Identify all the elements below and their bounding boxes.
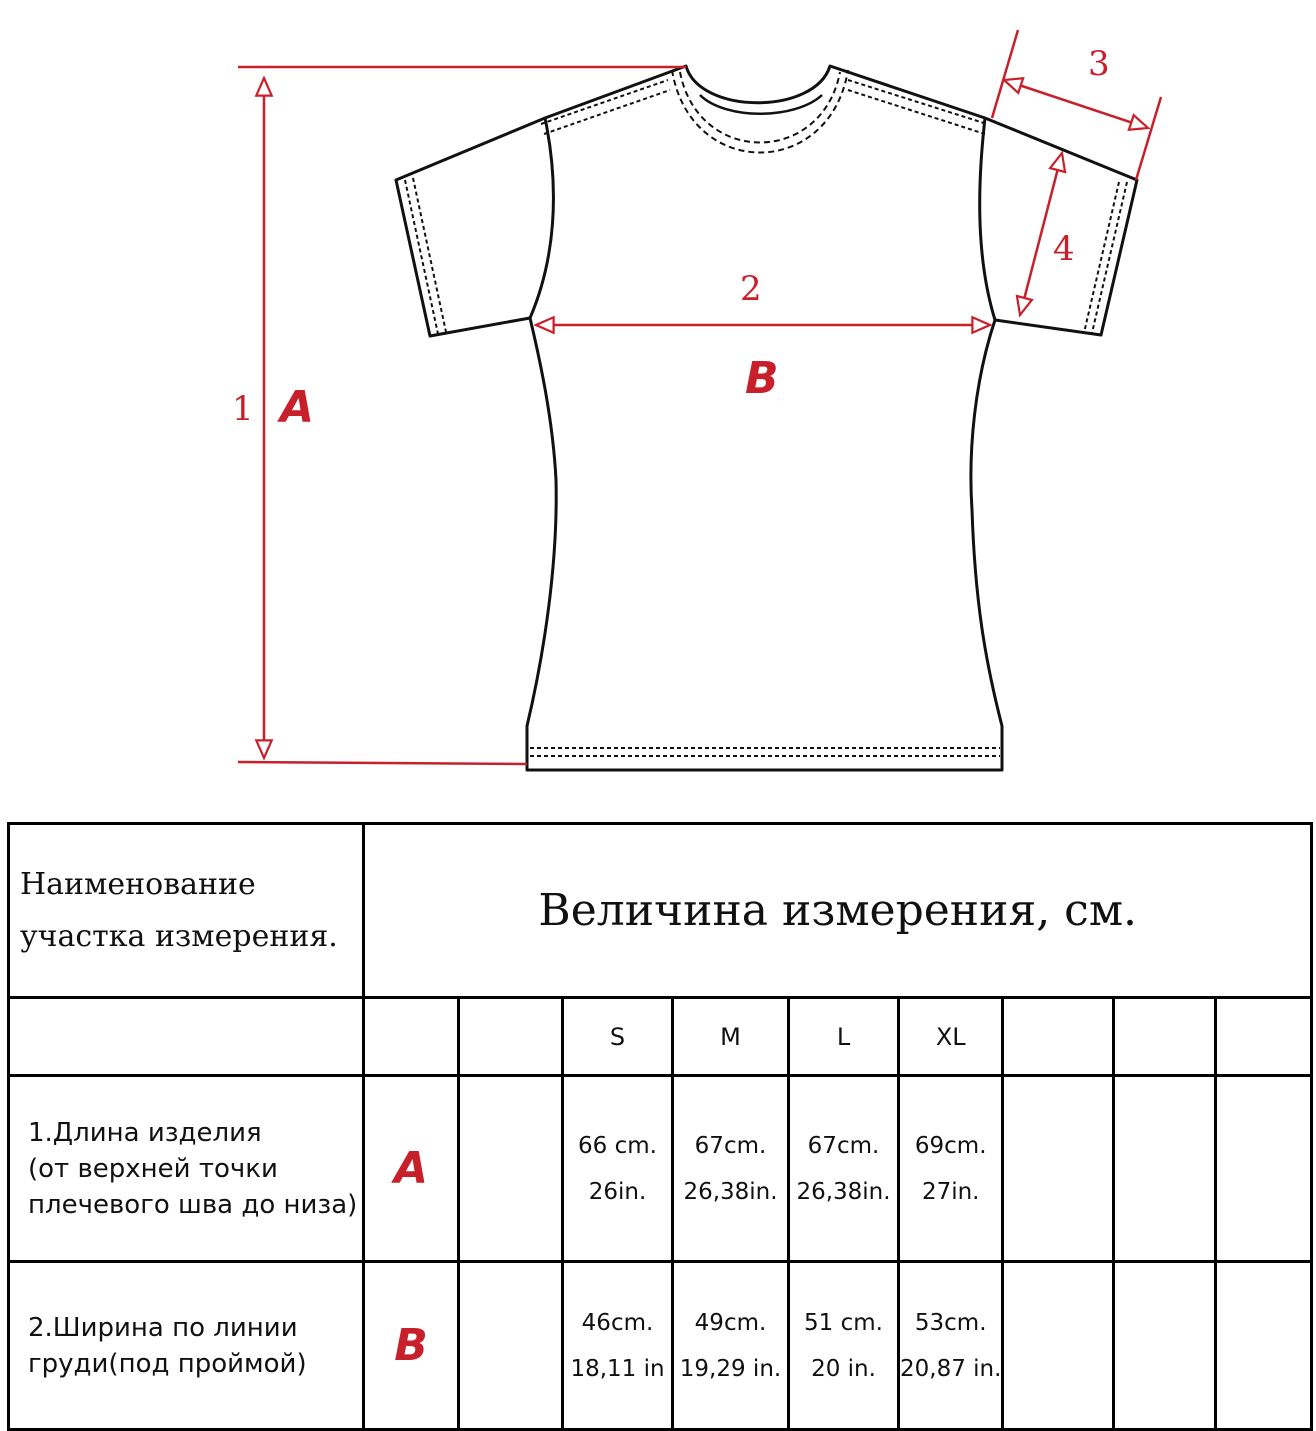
sleeve-guide-left [992, 30, 1018, 118]
empty-cell [459, 998, 563, 1076]
length-letter: A [280, 382, 315, 433]
empty-cell [1114, 1076, 1216, 1262]
value-in: 18,11 in [570, 1355, 665, 1382]
value-cm: 46cm. [581, 1309, 654, 1336]
value-in: 26in. [588, 1178, 647, 1205]
header-name-line1: Наименование [20, 866, 256, 902]
value-m-width [673, 1262, 789, 1430]
value-s-width [563, 1262, 673, 1430]
empty-cell [1216, 1262, 1312, 1430]
sleeve-width-arrow [1004, 80, 1148, 128]
tshirt-outline [396, 66, 1137, 770]
size-xl: XL [899, 998, 1003, 1076]
left-sleeve [396, 118, 545, 336]
sleeve-guide-right [1136, 97, 1161, 180]
left-shoulder-stitch [541, 80, 668, 124]
value-cm: 49cm. [694, 1309, 767, 1336]
sleeve-length-number: 4 [1053, 229, 1075, 269]
empty-cell [459, 1076, 563, 1262]
empty-cell [1114, 998, 1216, 1076]
empty-cell [364, 998, 459, 1076]
header-name-line2: участка измерения. [20, 918, 338, 954]
value-in: 20,87 in. [900, 1355, 1002, 1382]
right-sleeve [985, 118, 1137, 335]
right-sleeve-hem [1092, 182, 1127, 333]
row-length-name-line: плечевого шва до низа) [28, 1189, 358, 1220]
collar-inner [700, 95, 822, 114]
row-width-name-line: груди(под проймой) [28, 1348, 307, 1379]
row-length-name-line: (от верхней точки [28, 1153, 278, 1184]
size-s: S [563, 998, 673, 1076]
empty-cell [459, 1262, 563, 1430]
value-s-length [563, 1076, 673, 1262]
value-cm: 51 cm. [804, 1309, 883, 1336]
left-sleeve-hem [405, 180, 438, 334]
value-in: 19,29 in. [679, 1355, 782, 1382]
row-width-name [9, 1262, 364, 1430]
value-cm: 67cm. [694, 1132, 767, 1159]
empty-cell [9, 998, 364, 1076]
value-cm: 66 cm. [578, 1132, 657, 1159]
value-in: 26,38in. [796, 1178, 891, 1205]
value-cm: 69cm. [914, 1132, 987, 1159]
value-l-width [789, 1262, 899, 1430]
width-number: 2 [740, 269, 762, 309]
value-in: 27in. [921, 1178, 980, 1205]
size-m: M [673, 998, 789, 1076]
row-width-name-line: 2.Ширина по линии [28, 1312, 298, 1343]
left-sleeve-hem-2 [413, 178, 446, 332]
value-xl-width [899, 1262, 1003, 1430]
row-length-letter: A [364, 1076, 459, 1262]
tshirt-body [527, 66, 1002, 770]
empty-cell [1114, 1262, 1216, 1430]
header-value-cell: Величина измерения, см. [364, 824, 1312, 998]
value-cm: 53cm. [914, 1309, 987, 1336]
empty-cell [1003, 998, 1114, 1076]
value-xl-length [899, 1076, 1003, 1262]
size-header-row [9, 998, 1312, 1076]
row-length-name [9, 1076, 364, 1262]
row-width-letter: B [364, 1262, 459, 1430]
right-sleeve-hem-2 [1084, 182, 1119, 333]
size-l: L [789, 998, 899, 1076]
empty-cell [1216, 1076, 1312, 1262]
length-bottom-guide [238, 762, 527, 764]
value-l-length [789, 1076, 899, 1262]
value-m-length [673, 1076, 789, 1262]
length-number: 1 [232, 389, 254, 429]
sleeve-width-number: 3 [1088, 44, 1110, 84]
table-row-width [9, 1262, 1312, 1430]
size-table [7, 822, 1313, 1431]
value-cm: 67cm. [807, 1132, 880, 1159]
value-in: 20 in. [811, 1355, 876, 1382]
empty-cell [1003, 1076, 1114, 1262]
width-letter: B [745, 353, 779, 404]
right-shoulder-stitch [848, 80, 987, 124]
empty-cell [1216, 998, 1312, 1076]
measure-lines [238, 30, 1161, 764]
row-length-name-line: 1.Длина изделия [28, 1117, 262, 1148]
table-header-row [9, 824, 1312, 998]
table-row-length [9, 1076, 1312, 1262]
header-name-cell [9, 824, 364, 998]
empty-cell [1003, 1262, 1114, 1430]
value-in: 26,38in. [683, 1178, 778, 1205]
